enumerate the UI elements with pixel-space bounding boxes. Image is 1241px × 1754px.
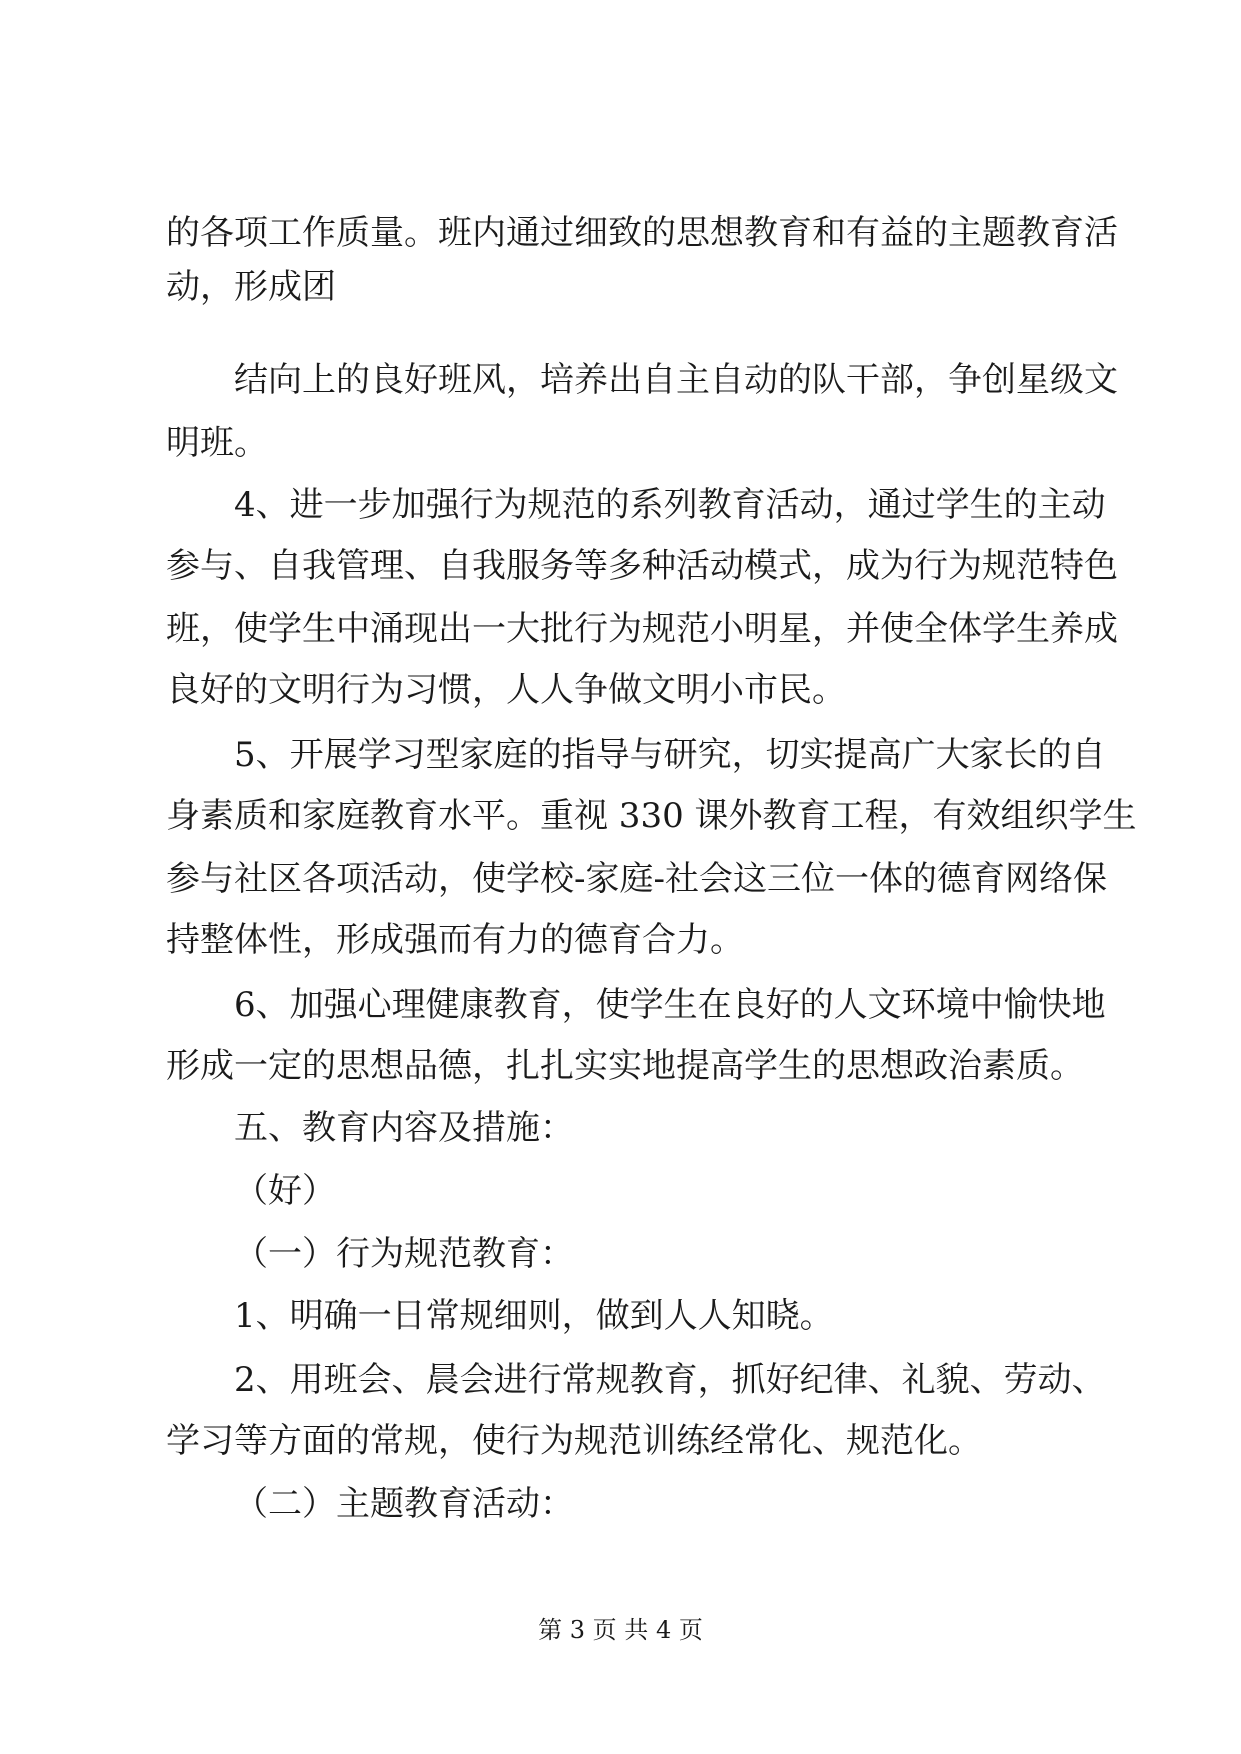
paragraph-line: 动，形成团: [166, 267, 336, 307]
paragraph-line: 明班。: [166, 423, 268, 463]
paragraph-line: 学习等方面的常规，使行为规范训练经常化、规范化。: [166, 1421, 982, 1461]
paragraph-line: 身素质和家庭教育水平。重视 330 课外教育工程，有效组织学生: [166, 796, 1137, 836]
section-heading: 五、教育内容及措施：: [234, 1108, 574, 1148]
paragraph-line: 形成一定的思想品德，扎扎实实地提高学生的思想政治素质。: [166, 1046, 1084, 1086]
paragraph-line: 4、进一步加强行为规范的系列教育活动，通过学生的主动: [234, 485, 1106, 525]
paragraph-line: 5、开展学习型家庭的指导与研究，切实提高广大家长的自: [234, 735, 1106, 775]
paragraph-line: 1、明确一日常规细则，做到人人知晓。: [234, 1296, 834, 1336]
page-number-footer: 第 3 页 共 4 页: [538, 1616, 703, 1644]
paragraph-line: （好）: [234, 1171, 336, 1211]
paragraph-line: 6、加强心理健康教育，使学生在良好的人文环境中愉快地: [234, 985, 1106, 1025]
paragraph-line: 参与社区各项活动，使学校-家庭-社会这三位一体的德育网络保: [166, 859, 1107, 899]
paragraph-line: 2、用班会、晨会进行常规教育，抓好纪律、礼貌、劳动、: [234, 1360, 1106, 1400]
subsection-heading: （二）主题教育活动：: [234, 1484, 574, 1524]
subsection-heading: （一）行为规范教育：: [234, 1234, 574, 1274]
paragraph-line: 良好的文明行为习惯，人人争做文明小市民。: [166, 670, 846, 710]
paragraph-line: 持整体性，形成强而有力的德育合力。: [166, 920, 744, 960]
paragraph-line: 的各项工作质量。班内通过细致的思想教育和有益的主题教育活: [166, 213, 1118, 253]
paragraph-line: 参与、自我管理、自我服务等多种活动模式，成为行为规范特色: [166, 546, 1118, 586]
paragraph-line: 班，使学生中涌现出一大批行为规范小明星，并使全体学生养成: [166, 609, 1118, 649]
paragraph-line: 结向上的良好班风，培养出自主自动的队干部，争创星级文: [234, 360, 1118, 400]
